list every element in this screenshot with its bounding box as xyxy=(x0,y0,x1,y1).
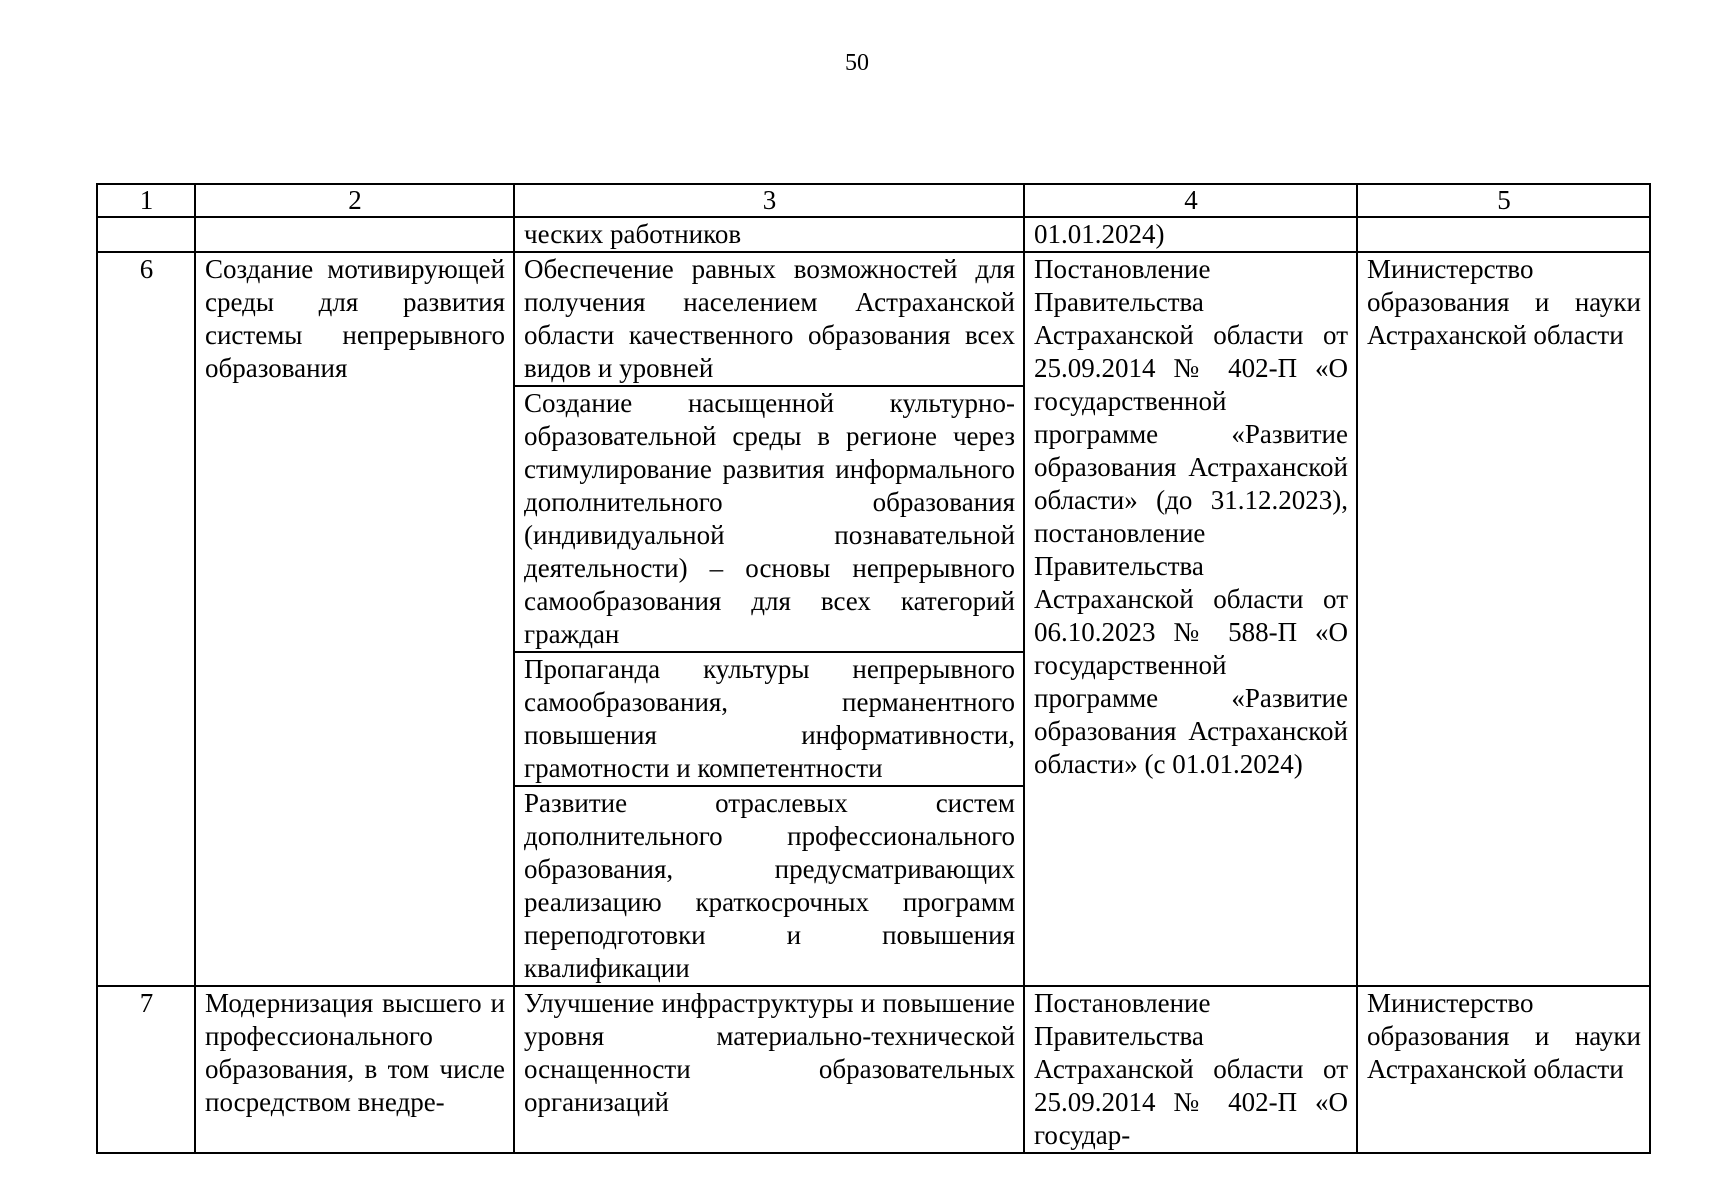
page-number: 50 xyxy=(845,50,869,76)
row6-task-2: Создание насыщенной культурно-образовательной среды в регионе через стимулирование развития информального дополнительного образования (индивидуальной познавательной деятельности) – основы непрерывного самообразования для всех категорий граждан xyxy=(514,386,1024,652)
row7-number: 7 xyxy=(97,986,195,1153)
header-col-2: 2 xyxy=(195,184,514,217)
continued-col-2 xyxy=(195,217,514,252)
table-row-continued xyxy=(97,217,1650,252)
row7-task: Улучшение инфраструктуры и повышение уровня материально-технической оснащенности образовательных организаций xyxy=(514,986,1024,1153)
header-col-3: 3 xyxy=(514,184,1024,217)
header-col-4: 4 xyxy=(1024,184,1357,217)
row7-executor: Министерство образования и науки Астраханской области xyxy=(1357,986,1650,1153)
row6-task-1: Обеспечение равных возможностей для получения населением Астраханской области качественного образования всех видов и уровней xyxy=(514,252,1024,386)
table-row-7 xyxy=(97,986,1650,1153)
measures-table xyxy=(96,183,1651,1154)
continued-task: ческих работников xyxy=(514,217,1024,252)
table-row-6 xyxy=(97,252,1650,386)
row6-number: 6 xyxy=(97,252,195,986)
row6-executor: Министерство образования и науки Астраханской области xyxy=(1357,252,1650,986)
continued-col-1 xyxy=(97,217,195,252)
row7-goal: Модернизация высшего и профессионального образования, в том числе посредством внедре- xyxy=(195,986,514,1153)
header-col-1: 1 xyxy=(97,184,195,217)
row6-task-3: Пропаганда культуры непрерывного самообразования, перманентного повышения информативности, грамотности и компетентности xyxy=(514,652,1024,786)
continued-col-5 xyxy=(1357,217,1650,252)
header-col-5: 5 xyxy=(1357,184,1650,217)
continued-document: 01.01.2024) xyxy=(1024,217,1357,252)
table-header-row xyxy=(97,184,1650,217)
row6-document: Постановление Правительства Астраханской области от 25.09.2014 № 402-П «О государственной программе «Развитие образования Астраханской области» (до 31.12.2023), постановление Правительства Астраханской области от 06.10.2023 № 588-П «О государственной программе «Развитие образования Астраханской области» (с 01.01.2024) xyxy=(1024,252,1357,986)
row7-document: Постановление Правительства Астраханской области от 25.09.2014 № 402-П «О государ- xyxy=(1024,986,1357,1153)
row6-goal: Создание мотивирующей среды для развития системы непрерывного образования xyxy=(195,252,514,986)
row6-task-4: Развитие отраслевых систем дополнительного профессионального образования, предусматривающих реализацию краткосрочных программ переподготовки и повышения квалификации xyxy=(514,786,1024,986)
